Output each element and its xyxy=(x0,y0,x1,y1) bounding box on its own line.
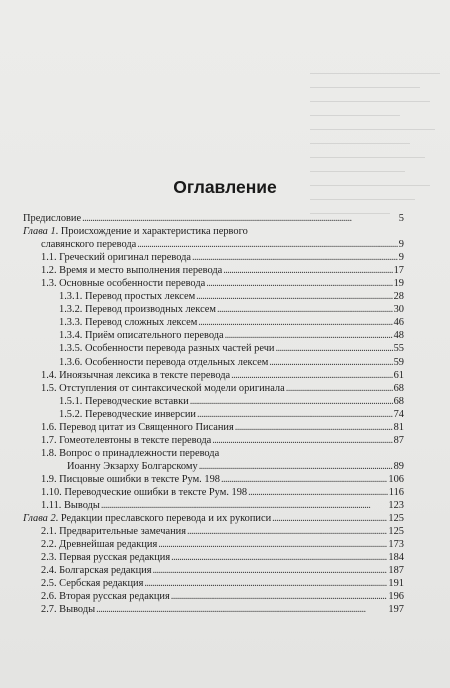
toc-chapter-heading[interactable]: Глава 1. Происхождение и характеристика первого xyxy=(23,226,248,238)
toc-entry[interactable]: Иоанну Экзарху Болгарскому . . . 89 xyxy=(23,460,404,473)
table-of-contents xyxy=(23,212,404,616)
toc-entry[interactable]: славянского перевода . . . 9 xyxy=(23,238,404,251)
page-title: Оглавление xyxy=(173,177,277,197)
toc-entry[interactable]: 2.4. Болгарская редакция . . . 187 xyxy=(23,564,404,577)
toc-entry[interactable]: 1.2. Время и место выполнения перевода . . . 17 xyxy=(23,264,404,277)
toc-entry[interactable]: 1.3.2. Перевод производных лексем . . . 30 xyxy=(23,303,404,316)
toc-entry[interactable]: 1.10. Переводческие ошибки в тексте Рум. 198 . . . 116 xyxy=(23,486,404,499)
toc-entry[interactable]: 2.6. Вторая русская редакция . . . 196 xyxy=(23,590,404,603)
toc-entry[interactable]: 2.1. Предварительные замечания . . . 125 xyxy=(23,525,404,538)
toc-entry[interactable]: 1.5.1. Переводческие вставки . . . 68 xyxy=(23,395,404,408)
toc-entry[interactable]: 1.3.5. Особенности перевода разных частей речи . . . 55 xyxy=(23,342,404,355)
toc-entry[interactable]: 1.3. Основные особенности перевода . . . 19 xyxy=(23,277,404,290)
toc-entry[interactable]: 2.2. Древнейшая редакция . . . 173 xyxy=(23,538,404,551)
toc-entry[interactable]: 1.1. Греческий оригинал перевода . . . 9 xyxy=(23,251,404,264)
toc-entry[interactable]: 2.7. Выводы . . . 197 xyxy=(23,603,404,616)
toc-entry[interactable]: 1.7. Гомеотелевтоны в тексте перевода . . . 87 xyxy=(23,434,404,447)
toc-entry[interactable]: 1.5. Отступления от синтаксической модели оригинала . . . 68 xyxy=(23,382,404,395)
toc-entry[interactable]: 1.4. Иноязычная лексика в тексте перевода . . . 61 xyxy=(23,369,404,382)
toc-entry[interactable]: 2.5. Сербская редакция . . . 191 xyxy=(23,577,404,590)
toc-entry[interactable]: 1.3.3. Перевод сложных лексем . . . 46 xyxy=(23,316,404,329)
toc-chapter-heading[interactable]: Глава 2. Редакции преславского перевода и их рукописи . . . 125 xyxy=(23,512,404,525)
toc-entry[interactable]: 1.5.2. Переводческие инверсии . . . 74 xyxy=(23,408,404,421)
toc-entry[interactable]: 1.3.4. Приём описательного перевода . . . 48 xyxy=(23,329,404,342)
toc-entry-multiline[interactable]: 1.8. Вопрос о принадлежности перевода xyxy=(41,447,220,459)
toc-entry[interactable]: 1.3.6. Особенности перевода отдельных лексем . . . 59 xyxy=(23,356,404,369)
toc-entry[interactable]: 2.3. Первая русская редакция . . . 184 xyxy=(23,551,404,564)
toc-entry[interactable]: Предисловие . . . 5 xyxy=(23,212,404,225)
toc-entry[interactable]: 1.3.1. Перевод простых лексем . . . 28 xyxy=(23,290,404,303)
toc-entry[interactable]: 1.6. Перевод цитат из Священного Писания . . . 81 xyxy=(23,421,404,434)
toc-entry[interactable]: 1.9. Писцовые ошибки в тексте Рум. 198 . . . 106 xyxy=(23,473,404,486)
toc-entry[interactable]: 1.11. Выводы . . . 123 xyxy=(23,499,404,512)
